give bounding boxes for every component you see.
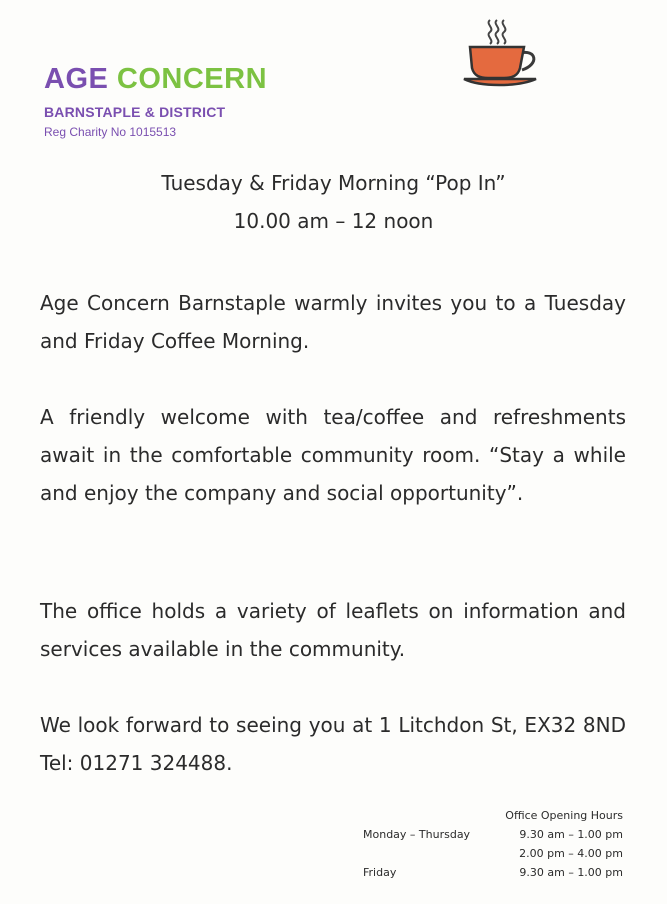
office-hours-title: Office Opening Hours (505, 809, 623, 822)
intro-paragraph: Age Concern Barnstaple warmly invites you to a Tuesday and Friday Coffee Morning. (40, 291, 626, 353)
charity-number: Reg Charity No 1015513 (44, 125, 177, 139)
hours-time: 9.30 am – 1.00 pm (519, 866, 623, 879)
event-heading (0, 170, 667, 246)
hours-day: Friday (363, 866, 397, 879)
logo-subtitle: BARNSTAPLE & DISTRICT (44, 104, 226, 120)
leaflets-paragraph: The office holds a variety of leaflets on information and services available in the community. (40, 599, 626, 661)
hours-time: 9.30 am – 1.00 pm (519, 828, 623, 841)
welcome-paragraph: A friendly welcome with tea/coffee and refreshments await in the comfortable community room. “Stay a while and enjoy the company and social opportunity”. (40, 405, 626, 505)
logo-word-age: AGE (44, 63, 109, 95)
address-paragraph: We look forward to seeing you at 1 Litchdon St, EX32 8ND Tel: 01271 324488. (40, 713, 626, 775)
age-concern-logo (44, 62, 267, 139)
logo-word-concern: CONCERN (116, 63, 268, 95)
event-time: 10.00 am – 12 noon (233, 209, 434, 233)
logo-wordmark (44, 62, 267, 96)
office-hours-row (363, 863, 623, 882)
hours-day: Monday – Thursday (363, 828, 471, 841)
office-hours-block (363, 806, 623, 882)
event-title: Tuesday & Friday Morning “Pop In” (161, 171, 506, 195)
office-hours-row (363, 844, 623, 863)
hours-time: 2.00 pm – 4.00 pm (519, 847, 623, 860)
coffee-cup-icon (460, 16, 542, 88)
office-hours-row (363, 825, 623, 844)
